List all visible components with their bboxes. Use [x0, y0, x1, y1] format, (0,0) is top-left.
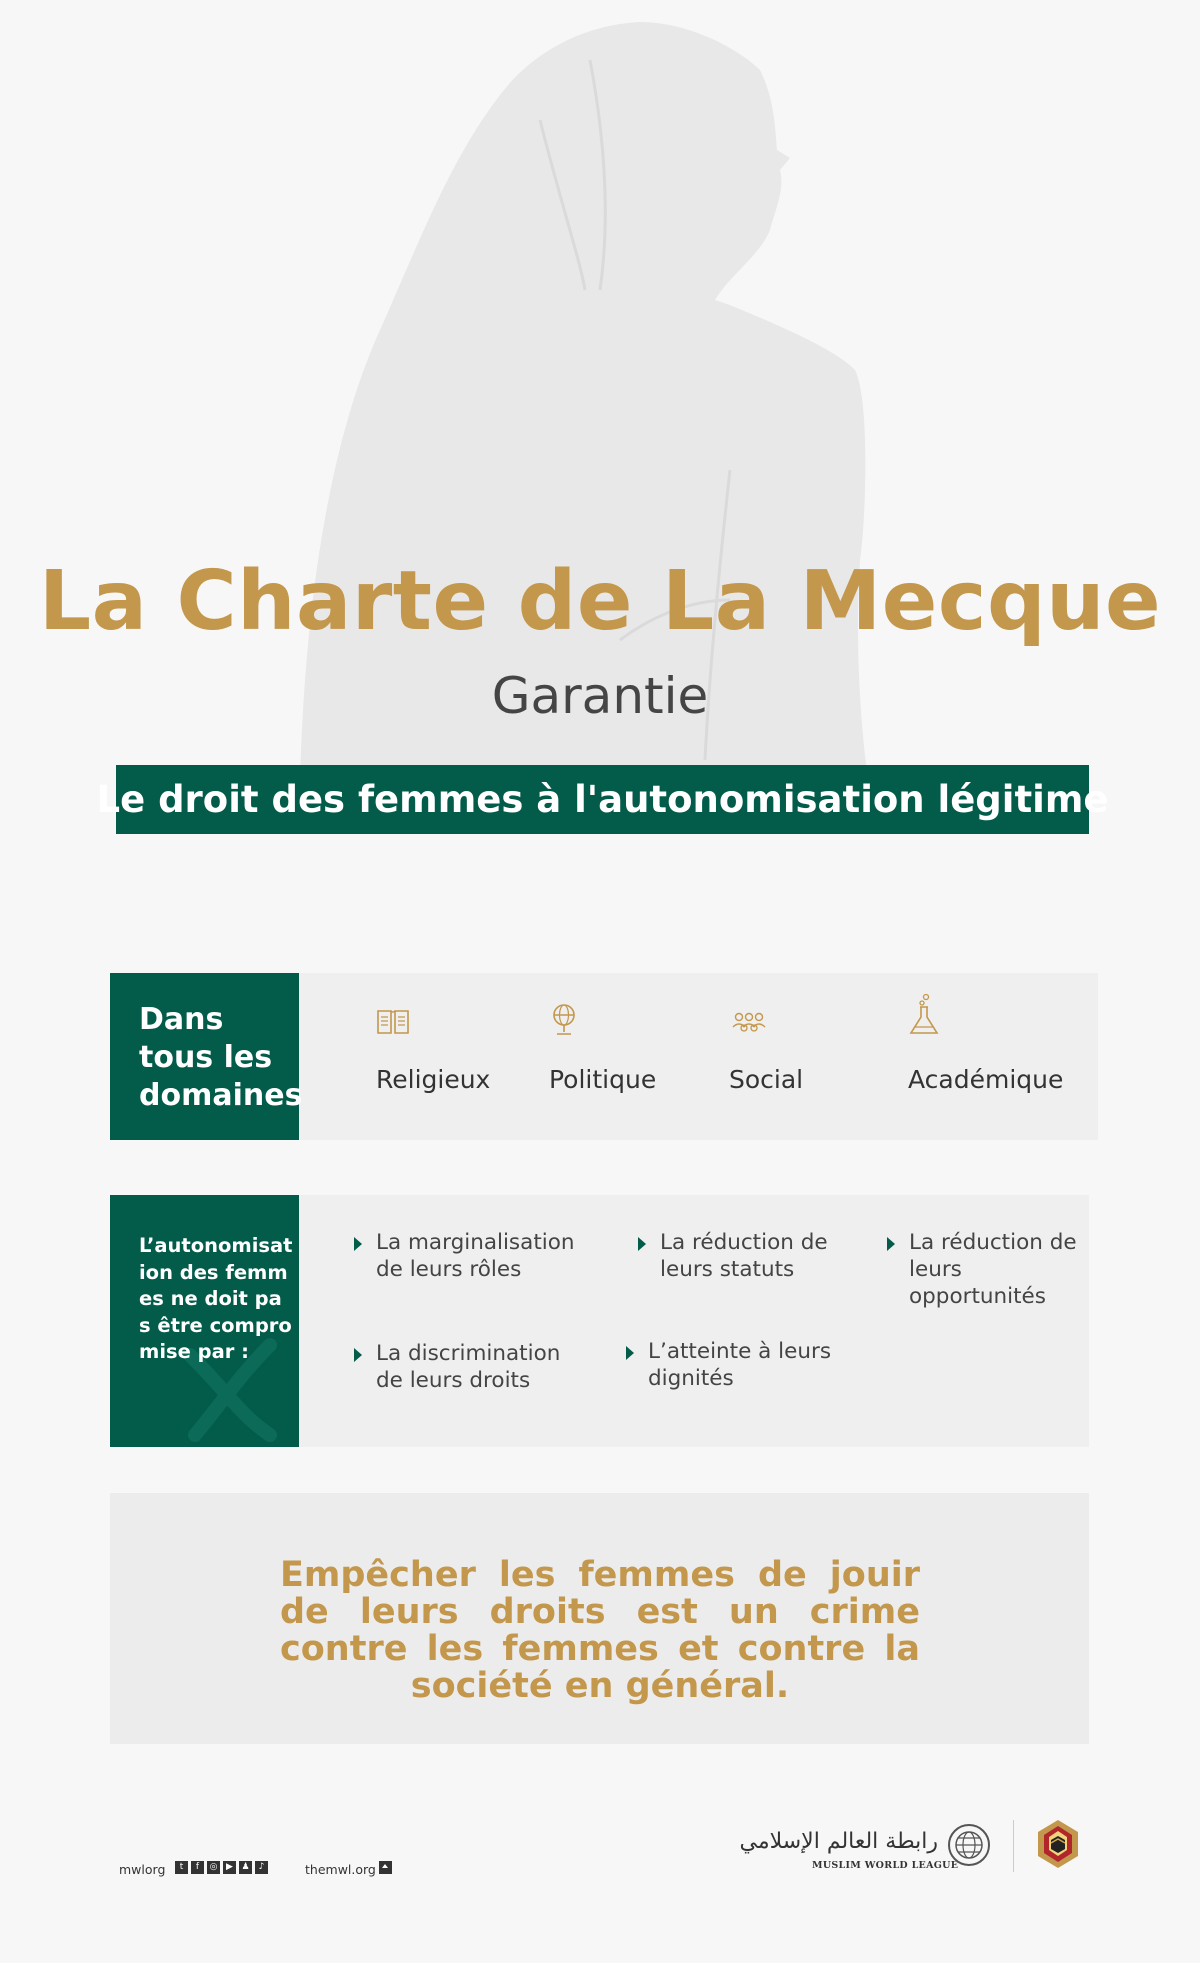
arrow-right-icon — [887, 1237, 895, 1251]
website-link[interactable]: themwl.org — [305, 1862, 376, 1877]
instagram-icon[interactable]: ◎ — [207, 1861, 220, 1874]
svg-text:رابطة العالم الإسلامي: رابطة العالم الإسلامي — [739, 1829, 938, 1854]
list-item: La discrimination de leurs droits — [376, 1340, 586, 1394]
domain-label: Religieux — [376, 1065, 491, 1094]
footer — [0, 1800, 1200, 1920]
mwl-arabic-logo — [739, 1822, 940, 1858]
quote-text: Empêcher les femmes de jouir de leurs droits est un crime contre les femmes et contre la société en général. — [280, 1555, 920, 1706]
people-icon — [731, 1011, 767, 1035]
autonomisation-label: L’autonomisation des femmes ne doit pas être compromise par : — [139, 1234, 293, 1363]
quote-panel — [110, 1493, 1089, 1744]
list-item: La réduction de leurs statuts — [660, 1229, 860, 1283]
social-icons — [175, 1861, 268, 1874]
social-handle: mwlorg — [119, 1862, 166, 1877]
list-item: La marginalisation de leurs rôles — [376, 1229, 586, 1283]
arrow-right-icon — [626, 1346, 634, 1360]
kaaba-logo-icon — [1034, 1818, 1082, 1870]
domain-label: Politique — [549, 1065, 657, 1094]
domain-label: Académique — [908, 1065, 1064, 1094]
autonomisation-label-box — [110, 1195, 299, 1447]
list-item: L’atteinte à leurs dignités — [648, 1338, 848, 1392]
page-subtitle: Garantie — [491, 667, 709, 725]
snapchat-icon[interactable]: ♟ — [239, 1861, 252, 1874]
footer-divider — [1013, 1820, 1014, 1872]
tiktok-icon[interactable]: ♪ — [255, 1861, 268, 1874]
domains-label: Dans tous les domaines — [110, 973, 299, 1140]
globe-icon — [550, 1002, 578, 1038]
home-icon — [379, 1861, 392, 1874]
arrow-right-icon — [354, 1348, 362, 1362]
arrow-right-icon — [354, 1237, 362, 1251]
list-item: La réduction de leurs opportunités — [909, 1229, 1079, 1310]
flask-icon — [908, 993, 940, 1037]
autonomisation-panel — [110, 1195, 1089, 1447]
title-banner: Le droit des femmes à l'autonomisation légitime — [116, 765, 1089, 834]
youtube-icon[interactable]: ▶ — [223, 1861, 236, 1874]
domains-panel — [110, 973, 1098, 1140]
twitter-icon[interactable]: t — [175, 1861, 188, 1874]
org-name: MUSLIM WORLD LEAGUE — [812, 1860, 959, 1871]
facebook-icon[interactable]: f — [191, 1861, 204, 1874]
page-title: La Charte de La Mecque — [38, 554, 1162, 649]
domain-label: Social — [729, 1065, 804, 1094]
arrow-right-icon — [638, 1237, 646, 1251]
book-icon — [376, 1009, 410, 1035]
globe-emblem-icon — [946, 1822, 992, 1868]
